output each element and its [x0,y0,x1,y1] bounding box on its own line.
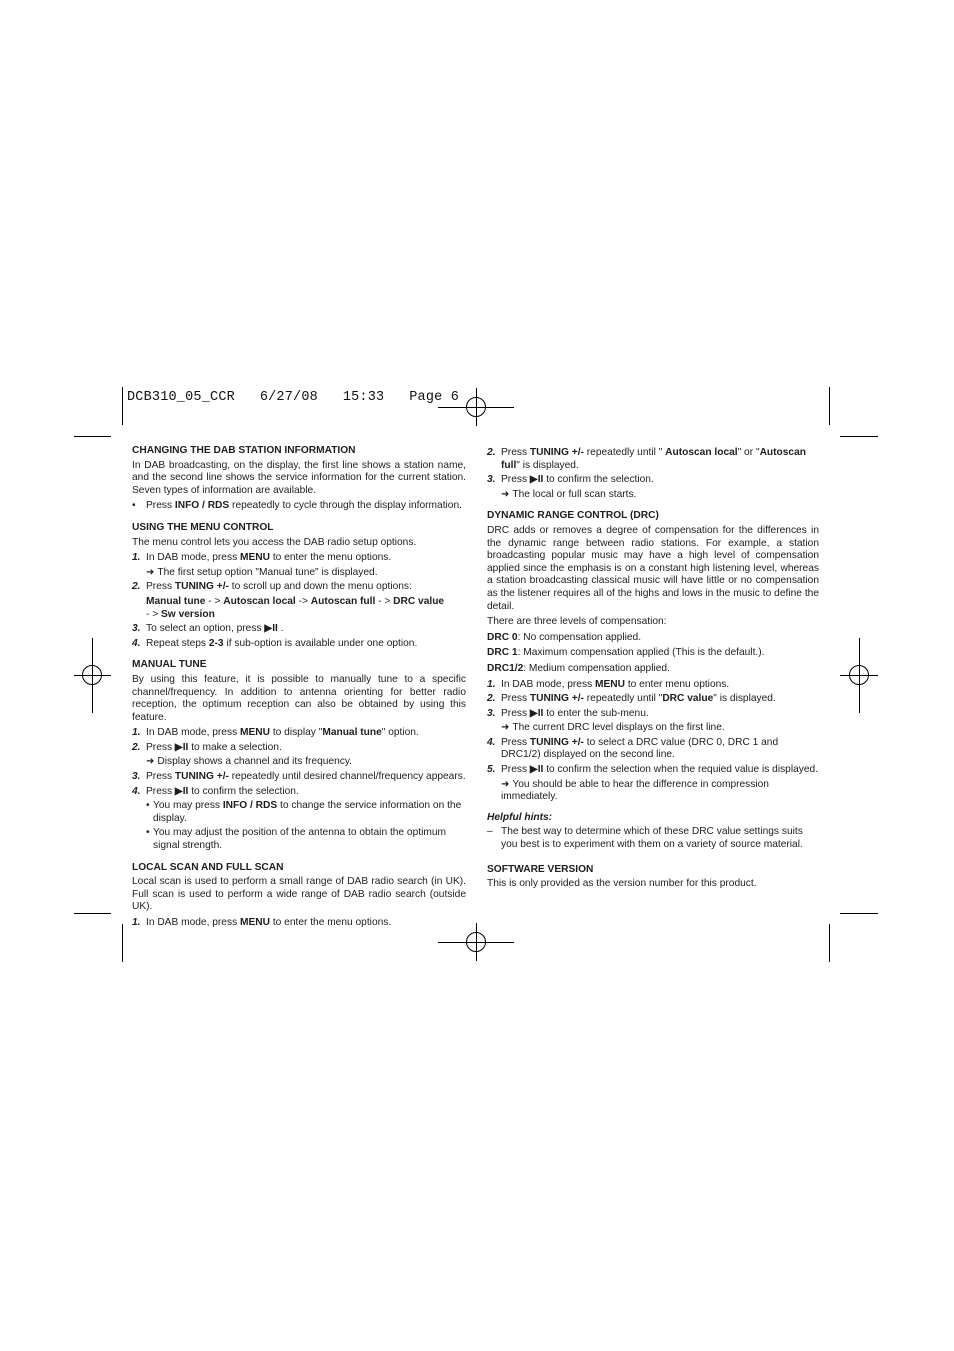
step-result: ➜ You should be able to hear the difference in compression immediately. [501,778,769,803]
arrow-icon: ➜ [146,566,155,578]
step-number: 2. [132,581,141,593]
section-heading: CHANGING THE DAB STATION INFORMATION [132,445,356,456]
list-item: 1. In DAB mode, press MENU to enter the menu options. [132,917,392,928]
list-item: 1. In DAB mode, press MENU to display "Manual tune" option. [132,727,419,739]
play-pause-icon: ▶II [529,707,544,719]
key-label: DRC 1 [487,647,518,659]
right-column [487,445,819,894]
play-pause-icon: ▶II [529,764,544,776]
key-label: TUNING +/- [529,693,584,705]
registration-mark-circle [849,665,869,685]
bullet: • [146,800,150,812]
step-number: 2. [487,447,496,458]
list-item: 2. Press ▶II to make a selection. [132,741,282,753]
drc-level: DRC 0: No compensation applied. [487,631,642,643]
arrow-icon: ➜ [501,488,510,500]
paragraph: Local scan is used to perform a small range of DAB radio search (in UK). Full scan is used to perform a wide range of DAB radio search (outside UK). [132,876,466,913]
print-slug: DCB310_05_CCR 6/27/08 15:33 Page 6 [127,390,460,405]
step-number: 3. [487,707,496,719]
play-pause-icon: ▶II [264,623,278,635]
step-result: ➜ The first setup option "Manual tune" is displayed. [146,566,378,578]
key-label: DRC1/2 [487,662,524,674]
step-number: 5. [487,764,496,776]
key-label: MENU [240,727,270,739]
play-pause-icon: ▶II [529,474,544,486]
arrow-icon: ➜ [146,756,155,768]
crop-mark [840,436,878,437]
drc-level: DRC1/2: Medium compensation applied. [487,662,670,674]
key-label: Manual tune [322,727,382,739]
list-item: 3. Press TUNING +/- repeatedly until desired channel/frequency appears. [132,771,466,783]
list-item: 4. Repeat steps 2-3 if sub-option is available under one option. [132,637,418,649]
list-item: 2. Press TUNING +/- repeatedly until "DRC value" is displayed. [487,693,776,705]
play-pause-icon: ▶II [174,741,189,753]
registration-mark-circle [82,665,102,685]
crop-mark [829,387,830,425]
section-heading: DYNAMIC RANGE CONTROL (DRC) [487,510,659,522]
list-item: 5. Press ▶II to confirm the selection when the requied value is displayed. [487,764,819,776]
step-result: ➜ Display shows a channel and its frequency. [146,756,353,768]
registration-mark-circle [466,932,486,952]
section-heading: USING THE MENU CONTROL [132,521,274,533]
step-number: 1. [132,727,141,739]
dash: – [487,826,493,838]
drc-level: DRC 1: Maximum compensation applied (This is the default.). [487,647,765,659]
key-label: TUNING +/- [174,771,229,783]
step-number: 2. [132,741,141,753]
key-label: Autoscan full [501,447,806,471]
arrow-icon: ➜ [501,778,510,790]
crop-mark [74,913,111,914]
paragraph: By using this feature, it is possible to manually tune to a specific channel/frequency. In addition to antenna orienting for better radio reception, the optimum reception can also be obtained by using this feature. [132,673,466,723]
step-result: ➜ The current DRC level displays on the first line. [501,722,725,734]
step-number: 3. [132,623,141,635]
key-label: MENU [595,678,625,690]
paragraph: In DAB broadcasting, on the display, the first line shows a station name, and the second line shows the service information for the current station. Seven types of information are available. [132,459,466,496]
list-item: 4. Press ▶II to confirm the selection. [132,785,299,797]
list-item: 2. Press TUNING +/- to scroll up and down the menu options: [132,581,412,593]
list-item: 1. In DAB mode, press MENU to enter the menu options. [132,552,392,564]
sub-bullet: • You may adjust the position of the antenna to obtain the optimum signal strength. [146,827,446,852]
hints-heading: Helpful hints: [487,811,553,823]
left-column [132,445,466,932]
list-item: • Press INFO / RDS repeatedly to cycle through the display information. [132,500,462,512]
list-item: 4. Press TUNING +/- to select a DRC value (DRC 0, DRC 1 and DRC1/2) displayed on the second line. [487,736,779,761]
crop-mark [122,387,123,425]
step-number: 3. [132,771,141,783]
registration-mark-circle [466,397,486,417]
list-item: 3. To select an option, press ▶II . [132,623,284,635]
key-label: INFO / RDS [222,800,278,812]
section-heading: MANUAL TUNE [132,659,207,671]
key-label: TUNING +/- [529,736,584,748]
step-number: 3. [487,474,496,486]
step-number: 2. [487,693,496,705]
key-label: MENU [240,917,270,928]
paragraph: This is only provided as the version number for this product. [487,878,757,890]
paragraph: DRC adds or removes a degree of compensation for the differences in the dynamic range between radio stations. For example, a station broadcasting popular music may have a high level of compensation applied since the emphasis is on a constant high listening level, whereas a station broadcasting classical music will have little or no compensation as the listener requires all of the highs and lows in the music to define the detail. [487,524,819,612]
menu-sequence: Manual tune - > Autoscan local -> Autoscan full - > DRC value - > Sw version [146,595,445,620]
list-item: 1. In DAB mode, press MENU to enter menu options. [487,678,730,690]
arrow-icon: ➜ [501,722,510,734]
crop-mark [840,913,878,914]
key-label: Autoscan local [665,447,738,458]
paragraph: The menu control lets you access the DAB radio setup options. [132,536,417,548]
key-label: TUNING +/- [174,581,229,593]
crop-mark [74,436,111,437]
key-label: TUNING +/- [529,447,584,458]
key-label: INFO / RDS [174,500,230,512]
crop-mark [122,924,123,962]
step-number: 1. [487,678,496,690]
list-item: 2. Press TUNING +/- repeatedly until " Autoscan local" or "Autoscan full" is displayed. [487,447,806,471]
crop-mark [829,924,830,962]
step-number: 1. [132,917,141,928]
step-number: 4. [132,785,141,797]
key-label: DRC 0 [487,631,518,643]
section-heading: SOFTWARE VERSION [487,863,594,875]
sub-bullet: • You may press INFO / RDS to change the service information on the display. [146,800,462,824]
bullet: • [132,500,136,512]
bullet: • [146,827,150,839]
section-heading: LOCAL SCAN AND FULL SCAN [132,861,284,873]
step-number: 1. [132,552,141,564]
paragraph: There are three levels of compensation: [487,616,667,628]
step-number: 4. [132,637,141,649]
play-pause-icon: ▶II [174,785,189,797]
hint-item: – The best way to determine which of these DRC value settings suits you best is to experiment with them on a variety of source material. [487,826,803,851]
list-item: 3. Press ▶II to enter the sub-menu. [487,707,649,719]
step-result: ➜ The local or full scan starts. [501,488,637,500]
key-label: DRC value [662,693,714,705]
step-number: 4. [487,736,496,748]
key-label: 2-3 [208,637,224,649]
list-item: 3. Press ▶II to confirm the selection. [487,474,654,486]
key-label: MENU [240,552,270,564]
